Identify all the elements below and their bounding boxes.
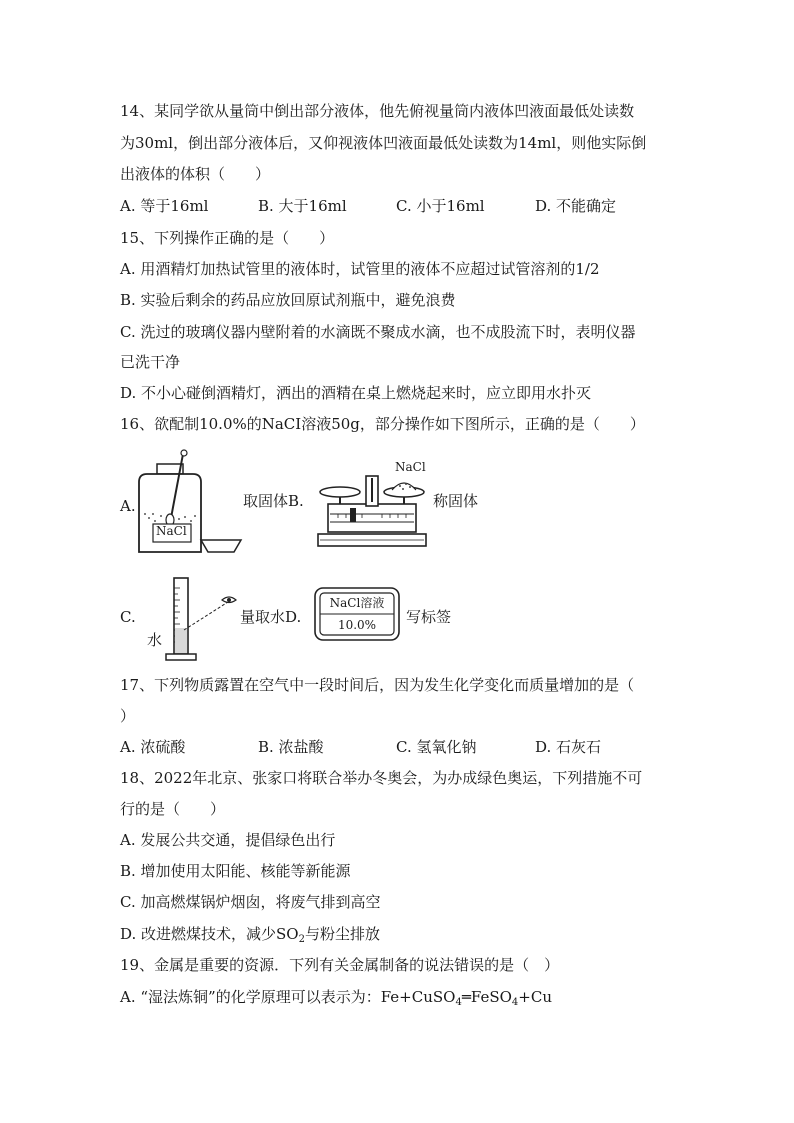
q15-option-c-line1: C. 洗过的玻璃仪器内壁附着的水滴既不聚成水滴，也不成股流下时，表明仪器	[120, 323, 636, 341]
q19-option-a-mid: ═FeSO	[461, 988, 512, 1006]
q18-option-c: C. 加高燃煤锅炉烟囱，将废气排到高空	[120, 893, 381, 911]
q15-option-b: B. 实验后剩余的药品应放回原试剂瓶中，避免浪费	[120, 291, 456, 309]
q19-option-a-subscript-2: 4	[511, 997, 519, 1008]
q15-stem: 15、下列操作正确的是（ ）	[120, 229, 335, 247]
q14-option-b: B. 大于16ml	[258, 197, 347, 215]
q17-option-a: A. 浓硫酸	[120, 738, 186, 756]
q16-option-c-caption: 量取水D.	[240, 608, 302, 626]
q17-option-d: D. 石灰石	[535, 738, 602, 756]
q18-option-d-text: D. 改进燃煤技术，减少SO	[120, 925, 299, 943]
q15-option-d: D. 不小心碰倒酒精灯，洒出的酒精在桌上燃烧起来时，应立即用水扑灭	[120, 384, 592, 402]
q15-option-a: A. 用酒精灯加热试管里的液体时，试管里的液体不应超过试管溶剂的1/2	[120, 260, 600, 278]
q19-option-a	[120, 987, 552, 1013]
q16-option-c-letter: C.	[120, 608, 136, 626]
q17-stem-line1: 17、下列物质露置在空气中一段时间后，因为发生化学变化而质量增加的是（	[120, 676, 635, 694]
bottle-label-text: NaCl	[156, 524, 187, 538]
q14-stem-line1: 14、某同学欲从量筒中倒出部分液体，他先俯视量筒内液体凹液面最低处读数	[120, 102, 635, 120]
q15-option-c-line2: 已洗干净	[120, 353, 181, 371]
q14-stem-line3: 出液体的体积（ ）	[120, 165, 271, 183]
q19-option-a-text: A. “湿法炼铜”的化学原理可以表示为：Fe+CuSO	[120, 988, 456, 1006]
q18-option-a: A. 发展公共交通，提倡绿色出行	[120, 831, 336, 849]
q18-option-d-tail: 与粉尘排放	[304, 925, 380, 943]
q19-option-a-subscript-1: 4	[455, 997, 462, 1008]
q18-option-b: B. 增加使用太阳能、核能等新能源	[120, 862, 351, 880]
q14-stem-line2: 为30ml，倒出部分液体后，又仰视液体凹液面最低处读数为14ml，则他实际倒	[120, 134, 647, 152]
q18-option-d	[120, 924, 380, 950]
q18-stem-line2: 行的是（ ）	[120, 800, 226, 818]
q14-option-d: D. 不能确定	[535, 197, 617, 215]
balance-figure	[314, 464, 430, 550]
balance-nacl-label: NaCl	[395, 460, 426, 474]
q14-option-a: A. 等于16ml	[120, 197, 209, 215]
q16-option-a-caption: 取固体B.	[243, 492, 304, 510]
q19-option-a-tail: +Cu	[518, 988, 552, 1006]
q18-option-d-subscript: 2	[298, 934, 305, 945]
q18-stem-line1: 18、2022年北京、张家口将联合举办冬奥会，为办成绿色奥运，下列措施不可	[120, 769, 643, 787]
q17-option-b: B. 浓盐酸	[258, 738, 324, 756]
graduated-cylinder-figure	[160, 574, 240, 664]
q14-option-c: C. 小于16ml	[396, 197, 485, 215]
water-label: 水	[147, 631, 163, 649]
tag-concentration: 10.0%	[337, 618, 377, 632]
q16-option-d-caption: 写标签	[406, 608, 452, 626]
q19-stem: 19、金属是重要的资源．下列有关金属制备的说法错误的是（ ）	[120, 956, 560, 974]
q17-option-c: C. 氢氧化钠	[396, 738, 477, 756]
reagent-bottle-figure	[135, 448, 250, 560]
q16-option-a-letter: A.	[120, 497, 136, 515]
q16-option-b-caption: 称固体	[433, 492, 479, 510]
q16-stem: 16、欲配制10.0%的NaCI溶液50g，部分操作如下图所示，正确的是（ ）	[120, 415, 645, 433]
q17-stem-line2: ）	[120, 707, 136, 725]
tag-solution-name: NaCl溶液	[329, 596, 385, 610]
